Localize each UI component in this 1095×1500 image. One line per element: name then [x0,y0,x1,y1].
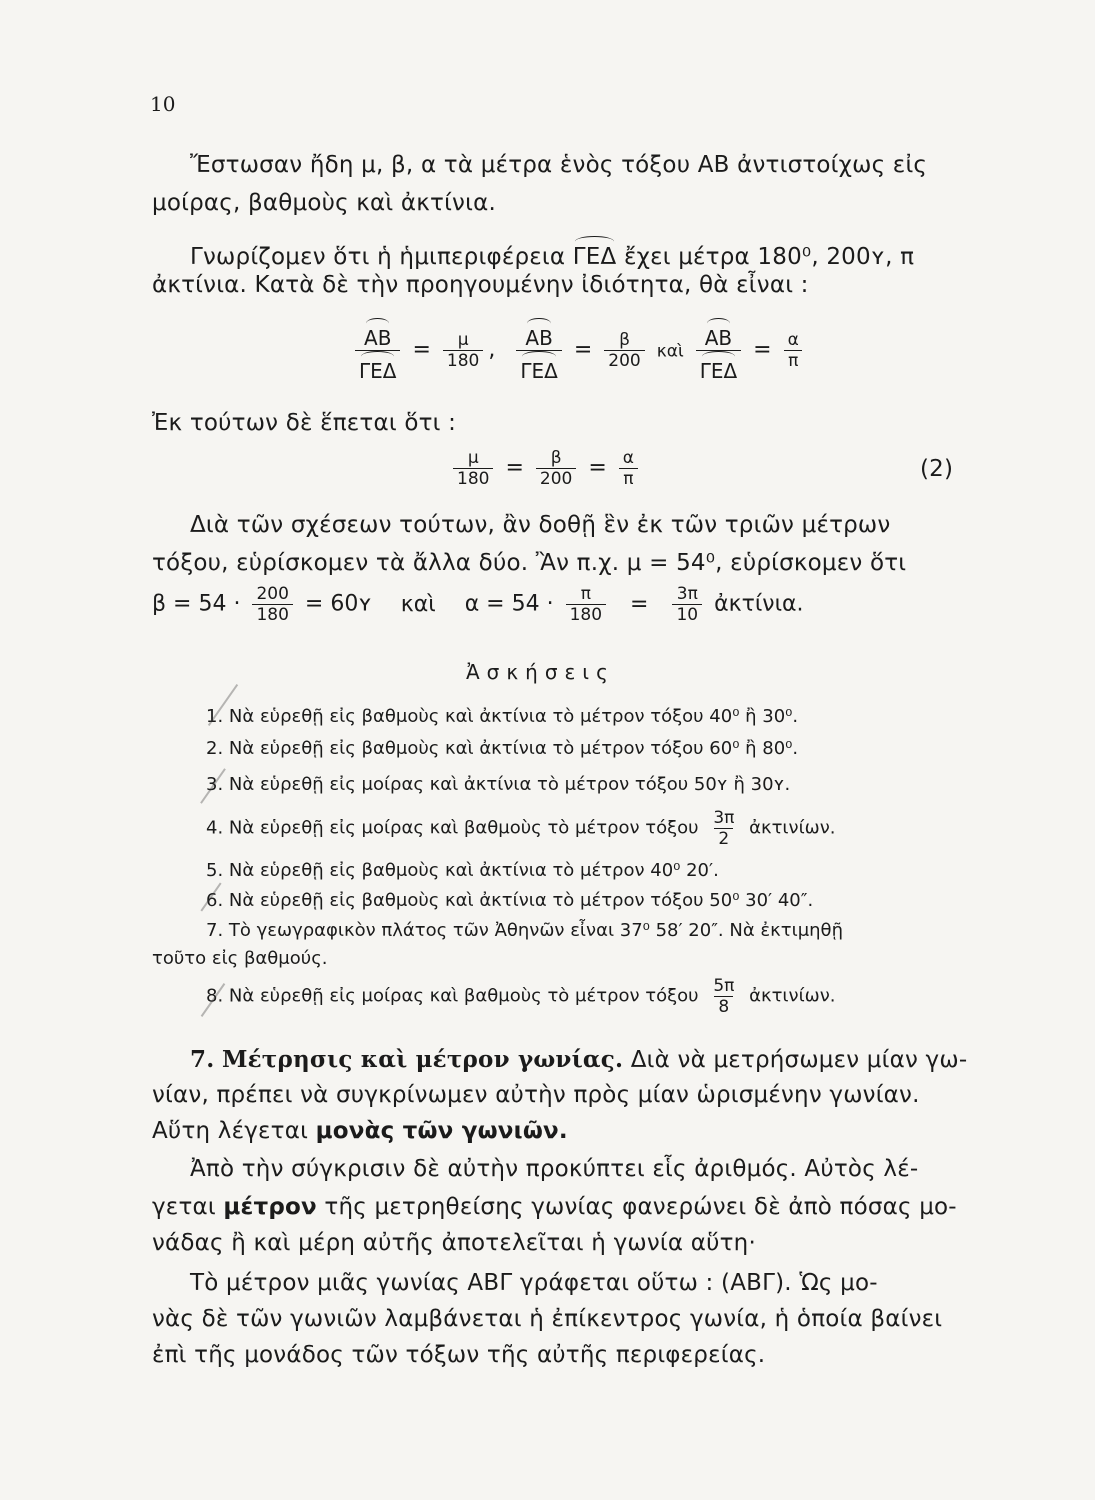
exercise-7: 7. Τὸ γεωγραφικὸν πλάτος τῶν Ἀθηνῶν εἶναι 37⁰ 58′ 20″. Νὰ ἐκτιμηθῇ [206,920,843,941]
beta-expression: β = 54 · [152,591,241,617]
exercise-5: 5. Νὰ εὑρεθῇ εἰς βαθμοὺς καὶ ἀκτίνια τὸ μέτρον 40⁰ 20′. [206,860,719,881]
page-number: 10 [150,92,176,116]
equals-sign: = [588,455,607,481]
numerator: μ [467,448,479,468]
kai-word: καὶ [656,341,684,362]
equals-sign: = [753,337,772,363]
section-7-line-9: ἐπὶ τῆς μονάδος τῶν τόξων τῆς αὐτῆς περιφερείας. [152,1342,766,1368]
section-7-line-3-start: Αὕτη λέγεται [152,1118,309,1144]
arc-ged: ΓΕΔ [700,351,737,383]
exercise-4-text: 4. Νὰ εὑρεθῇ εἰς μοίρας καὶ βαθμοὺς τὸ μέτρον τόξου [206,817,699,839]
unit-radians: ἀκτίνια. [714,591,804,617]
intro-line-3-end: ἔχει μέτρα 180⁰, 200ʏ, π [623,244,915,270]
arc-ged: ΓΕΔ [359,351,396,383]
numerator: 3π [676,584,698,604]
denominator: 10 [672,604,702,625]
numerator: α [787,330,799,350]
exercise-4 [206,808,836,849]
numerator: 5π [713,976,735,996]
numerator: μ [457,330,469,350]
term-measure: μέτρον [223,1194,317,1220]
section-7-line-5-start: γεται [152,1194,216,1220]
equals-sign: = [573,337,593,363]
denominator: 180 [566,604,606,625]
equals-sign: = [412,337,431,363]
formula-2 [448,448,643,489]
denominator: 180 [252,604,292,625]
exercise-8-unit: ἀκτινίων. [749,985,836,1007]
frac-beta-200 [536,448,576,489]
denominator: π [619,468,637,489]
section-7-line-7-end: Ὡς μο- [799,1270,878,1296]
section-7-line-4: Ἀπὸ τὴν σύγκρισιν δὲ αὐτὴν προκύπτει εἷς ἀριθμός. Αὐτὸς λέ- [190,1156,919,1182]
exercise-8-text: 8. Νὰ εὑρεθῇ εἰς μοίρας καὶ βαθμοὺς τὸ μέτρον τόξου [206,985,699,1007]
frac-3pi-2 [709,808,738,849]
kai-word: καὶ [400,591,436,617]
worked-example [152,584,804,625]
numerator: 200 [256,584,289,604]
beta-result: = 60ʏ [304,591,372,617]
section-7-line-6: νάδας ἢ καὶ μέρη αὐτῆς ἀποτελεῖται ἡ γωνία αὕτη· [152,1230,756,1256]
equation-label: (2) [920,456,954,482]
frac-mu-180 [453,448,493,489]
intro-line-2: μοίρας, βαθμοὺς καὶ ἀκτίνια. [152,190,496,216]
numerator: 3π [713,808,735,828]
denominator: 200 [536,468,576,489]
follows-line: Ἐκ τούτων δὲ ἕπεται ὅτι : [152,410,457,436]
arc-ged: ΓΕΔ [573,236,617,270]
frac-pi-180 [566,584,606,625]
arc-ab: ΑΒ [525,318,552,350]
exercise-1: 1. Νὰ εὑρεθῇ εἰς βαθμοὺς καὶ ἀκτίνια τὸ μέτρον τόξου 40⁰ ἢ 30⁰. [206,706,799,727]
section-7-line-8: νὰς δὲ τῶν γωνιῶν λαμβάνεται ἡ ἐπίκεντρος γωνία, ἡ ὁποία βαίνει [152,1306,943,1332]
term-unit-of-angles: μονὰς τῶν γωνιῶν. [315,1118,568,1144]
section-7-line-7-start: Τὸ μέτρον μιᾶς γωνίας ΑΒΓ γράφεται οὕτω : [190,1270,714,1296]
arc-ab: ΑΒ [705,318,732,350]
equals-sign: = [630,591,649,617]
denominator: 180 [453,468,493,489]
section-7-line-1-rest: Διὰ νὰ μετρήσωμεν μίαν γω- [630,1047,968,1073]
numerator: β [619,330,630,350]
section-number: 7. [190,1046,215,1073]
section-7-line-2: νίαν, πρέπει νὰ συγκρίνωμεν αὐτὴν πρὸς μίαν ὡρισμένην γωνίαν. [152,1082,920,1108]
denominator: 200 [604,350,644,371]
numerator: β [550,448,562,468]
numerator: α [622,448,634,468]
exercise-6: 6. Νὰ εὑρεθῇ εἰς βαθμοὺς καὶ ἀκτίνια τὸ μέτρον τόξου 50⁰ 30′ 40″. [206,890,814,911]
numerator: π [580,584,591,604]
section-7-line-1 [190,1046,967,1073]
section-7-line-5 [152,1194,957,1220]
exercise-2: 2. Νὰ εὑρεθῇ εἰς βαθμοὺς καὶ ἀκτίνια τὸ μέτρον τόξου 60⁰ ἢ 80⁰. [206,738,799,759]
frac-ab-ged-1 [355,318,400,383]
denominator: 180 [443,350,483,371]
para2-line-2: τόξου, εὑρίσκομεν τὰ ἄλλα δύο. Ἂν π.χ. μ = 54⁰, εὑρίσκομεν ὅτι [152,550,907,576]
frac-ab-ged-2 [516,318,561,383]
section-7-line-7 [190,1270,878,1296]
exercise-7-continued: τοῦτο εἰς βαθμούς. [152,948,328,969]
exercise-8 [206,976,836,1017]
angle-notation: (ΑΒΓ). [721,1270,792,1296]
exercises-heading: Ἀσκήσεις [466,660,615,684]
section-7-line-3 [152,1118,568,1144]
section-title: Μέτρησις καὶ μέτρον γωνίας. [221,1046,624,1073]
section-7-line-5-end: τῆς μετρηθείσης γωνίας φανερώνει δὲ ἀπὸ πόσας μο- [324,1194,957,1220]
frac-beta-200 [604,330,644,371]
denominator: 2 [714,828,733,849]
intro-line-4: ἀκτίνια. Κατὰ δὲ τὴν προηγουμένην ἰδιότητα, θὰ εἶναι : [152,272,809,298]
arc-ged: ΓΕΔ [520,351,557,383]
alpha-expression: α = 54 · [464,591,554,617]
frac-5pi-8 [709,976,738,1017]
formula-ratios: $\frac{AB}{\text{ΓΕΔ}}$ = $\frac{\mu}{180}$ , $\frac{AB}{\text{ΓΕΔ}}$ = $\frac{\beta}{200}$ καὶ $\frac{AB}{\text{ΓΕΔ}}$ = $\frac{\alpha}{\pi}$ [350,318,808,383]
frac-alpha-pi [619,448,638,489]
intro-line-3-start: Γνωρίζομεν ὅτι ἡ ἡμιπεριφέρεια [190,244,566,270]
frac-mu-180 [443,330,483,371]
exercise-3: 3. Νὰ εὑρεθῇ εἰς μοίρας καὶ ἀκτίνια τὸ μέτρον τόξου 50ʏ ἢ 30ʏ. [206,774,791,795]
frac-alpha-pi [784,330,803,371]
frac-200-180 [252,584,292,625]
arc-ab: ΑΒ [364,318,391,350]
equals-sign: = [505,455,524,481]
intro-line-3 [190,236,914,270]
denominator: 8 [714,996,733,1017]
frac-3pi-10 [672,584,702,625]
para2-line-1: Διὰ τῶν σχέσεων τούτων, ἂν δοθῇ ἓν ἐκ τῶν τριῶν μέτρων [190,512,891,538]
denominator: π [784,350,802,371]
intro-line-1: Ἔστωσαν ἤδη μ, β, α τὰ μέτρα ἑνὸς τόξου ΑΒ ἀντιστοίχως εἰς [190,152,928,178]
exercise-4-unit: ἀκτινίων. [749,817,836,839]
frac-ab-ged-3 [696,318,741,383]
